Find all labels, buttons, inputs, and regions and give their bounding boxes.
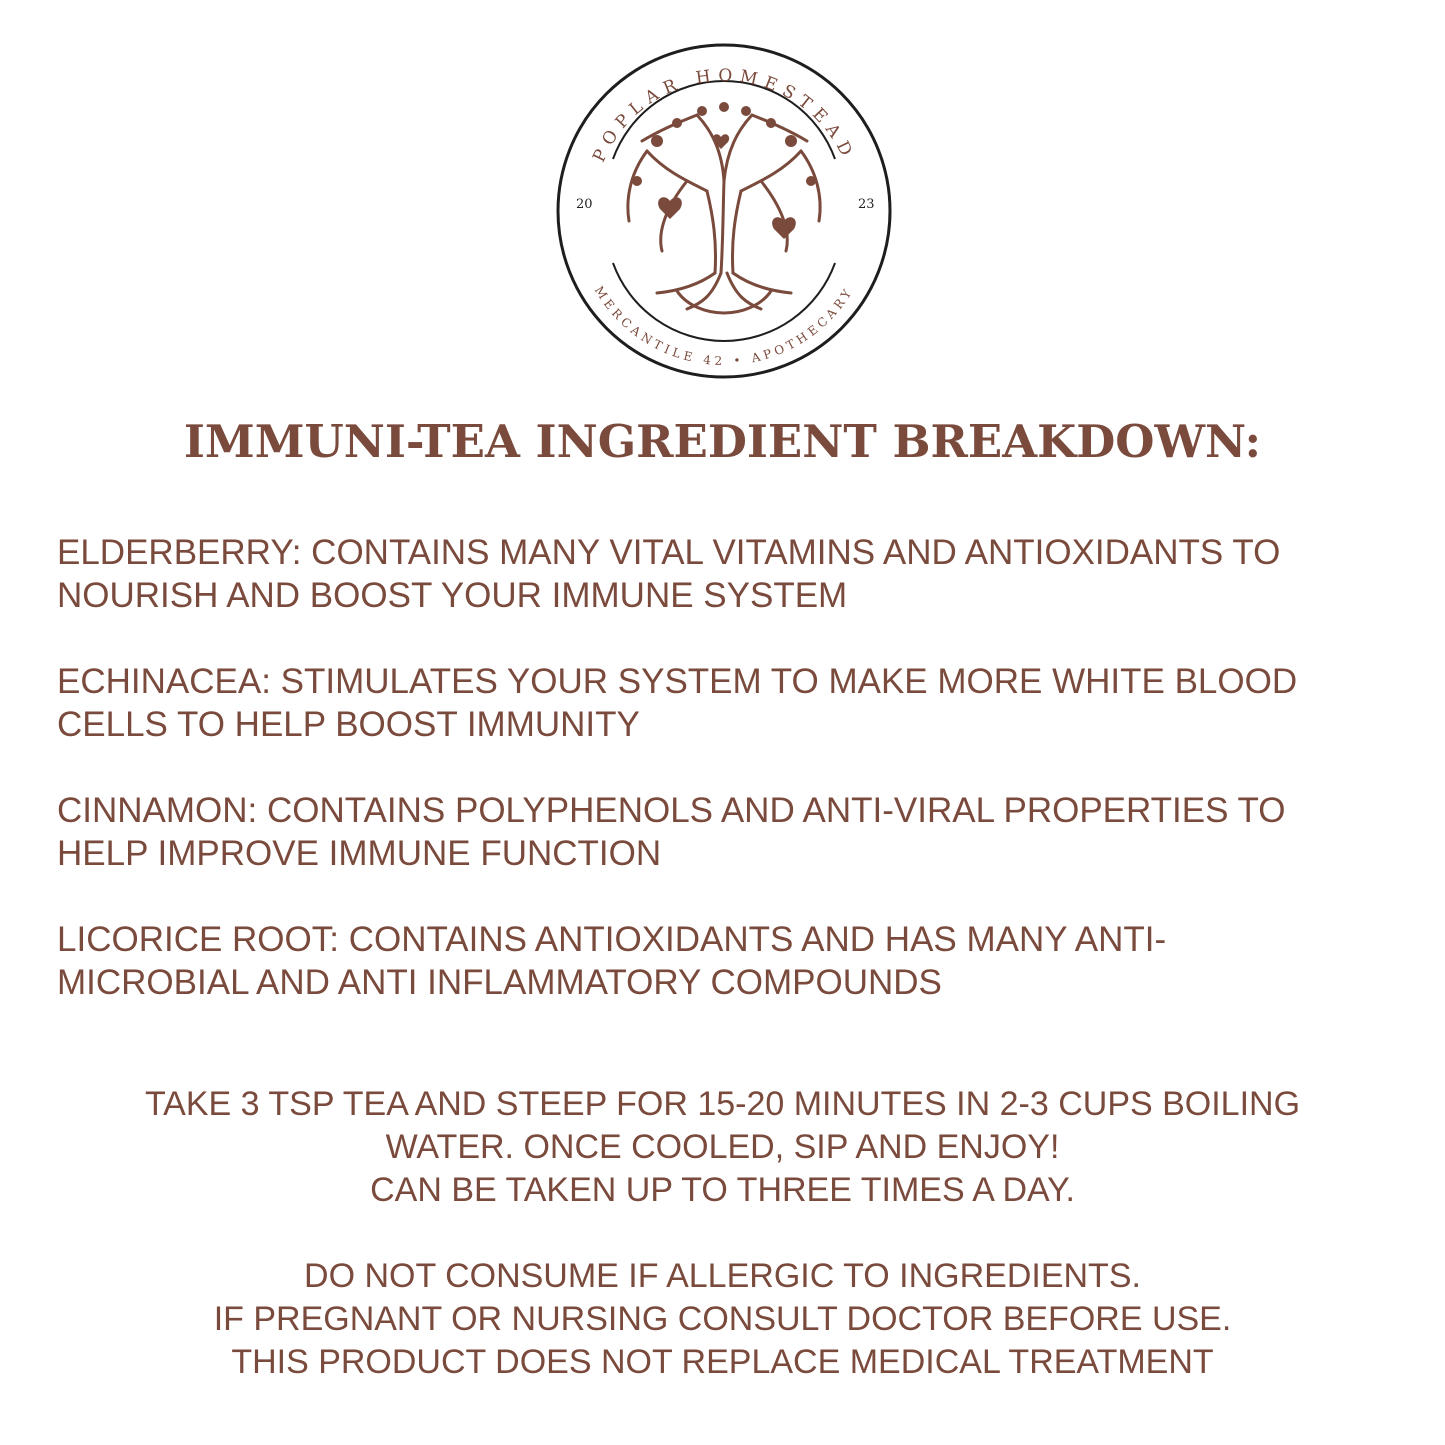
ingredient-line: HELP IMPROVE IMMUNE FUNCTION [57, 834, 662, 873]
warning-line: THIS PRODUCT DOES NOT REPLACE MEDICAL TREATMENT [231, 1343, 1214, 1381]
ingredient-echinacea [57, 660, 1397, 746]
directions-block [40, 1083, 1405, 1384]
year-right: 23 [858, 197, 875, 212]
warning-line: DO NOT CONSUME IF ALLERGIC TO INGREDIENTS. [304, 1257, 1141, 1295]
ingredient-licorice-root [57, 918, 1397, 1004]
ingredient-line: CELLS TO HELP BOOST IMMUNITY [57, 705, 640, 744]
brand-bottom-text: MERCANTILE 42 • APOTHECARY [591, 283, 857, 369]
spacer [40, 1212, 1405, 1255]
ingredient-line: MICROBIAL AND ANTI INFLAMMATORY COMPOUNDS [57, 963, 942, 1002]
warning-line: IF PREGNANT OR NURSING CONSULT DOCTOR BEFORE USE. [213, 1300, 1232, 1338]
directions-line: CAN BE TAKEN UP TO THREE TIMES A DAY. [370, 1171, 1075, 1209]
directions-line: WATER. ONCE COOLED, SIP AND ENJOY! [385, 1128, 1060, 1166]
ingredient-list [57, 531, 1397, 1047]
directions-line: TAKE 3 TSP TEA AND STEEP FOR 15-20 MINUTES IN 2-3 CUPS BOILING [144, 1085, 1301, 1123]
ingredient-line: LICORICE ROOT: CONTAINS ANTIOXIDANTS AND HAS MANY ANTI- [57, 920, 1167, 959]
ingredient-line: ECHINACEA: STIMULATES YOUR SYSTEM TO MAKE MORE WHITE BLOOD [57, 662, 1298, 701]
ingredient-elderberry [57, 531, 1397, 617]
ingredient-line: NOURISH AND BOOST YOUR IMMUNE SYSTEM [57, 576, 848, 615]
ingredient-cinnamon [57, 789, 1397, 875]
brand-top-text: POPLAR HOMESTEAD [589, 65, 859, 166]
brand-logo [537, 41, 911, 381]
page-title: IMMUNI-TEA INGREDIENT BREAKDOWN: [183, 415, 1262, 468]
tree-of-life-icon [537, 41, 911, 381]
ingredient-line: ELDERBERRY: CONTAINS MANY VITAL VITAMINS AND ANTIOXIDANTS TO [57, 533, 1281, 572]
year-left: 20 [576, 197, 593, 212]
ingredient-line: CINNAMON: CONTAINS POLYPHENOLS AND ANTI-VIRAL PROPERTIES TO [57, 791, 1286, 830]
